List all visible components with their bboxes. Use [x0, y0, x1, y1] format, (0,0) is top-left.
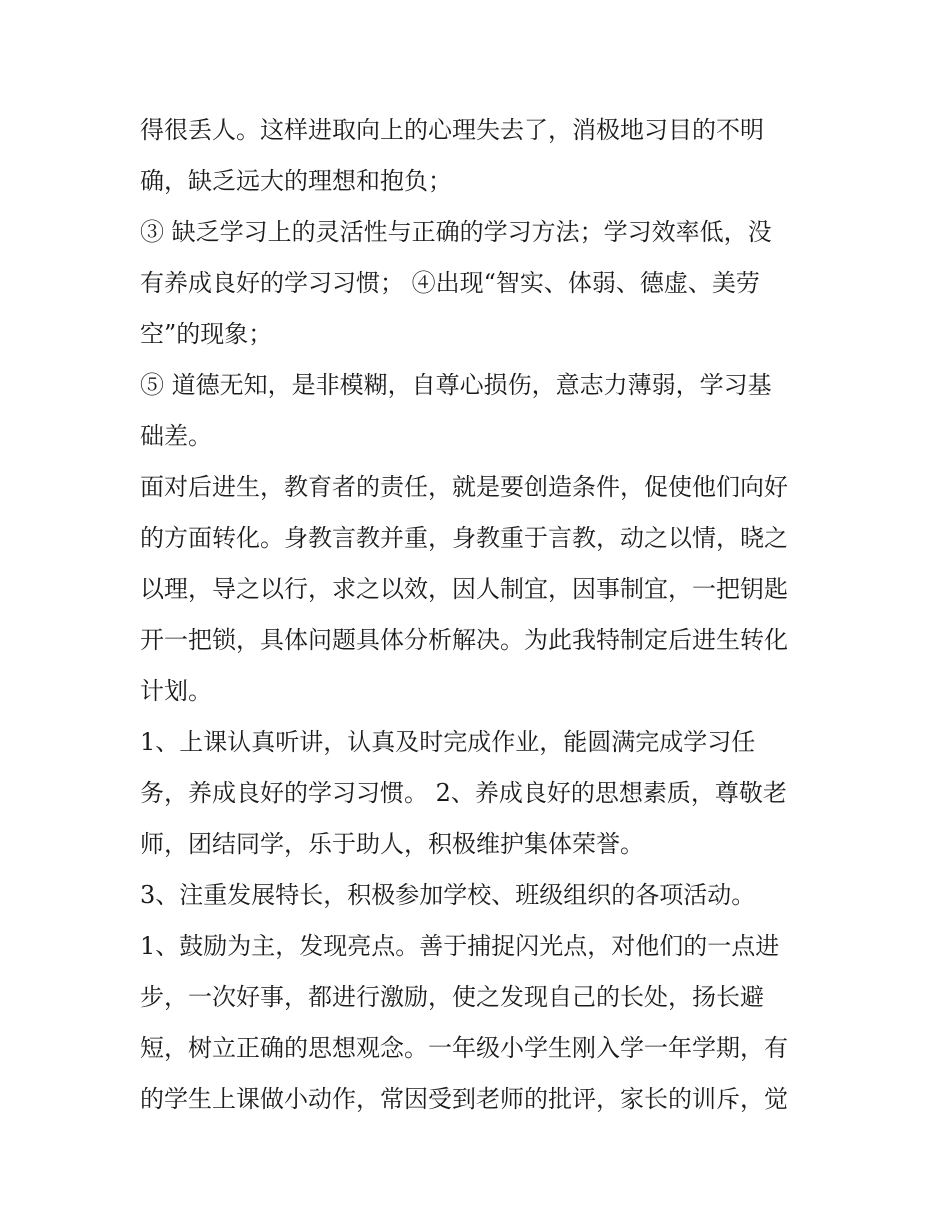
text-line: 的方面转化。身教言教并重，身教重于言教，动之以情，晓之	[140, 524, 788, 552]
text-line: 3、注重发展特长，积极参加学校、班级组织的各项活动。	[140, 881, 756, 909]
text-line: 有养成良好的学习习惯； ④出现“智实、体弱、德虚、美劳	[140, 269, 760, 297]
text-line: 步，一次好事，都进行激励，使之发现自己的长处，扬长避	[140, 983, 764, 1011]
text-line: 空”的现象；	[140, 320, 273, 348]
text-line: 计划。	[140, 677, 212, 705]
text-line: 务，养成良好的学习习惯。 2、养成良好的思想素质，尊敬老	[140, 779, 787, 807]
text-line: 1、上课认真听讲，认真及时完成作业，能圆满完成学习任	[140, 728, 756, 756]
text-line: 师，团结同学，乐于助人，积极维护集体荣誉。	[140, 830, 644, 858]
text-line: 以理，导之以行，求之以效，因人制宜，因事制宜，一把钥匙	[140, 575, 788, 603]
text-line: ⑤ 道德无知，是非模糊，自尊心损伤，意志力薄弱，学习基	[140, 371, 772, 399]
text-line: 开一把锁，具体问题具体分析解决。为此我特制定后进生转化	[140, 626, 788, 654]
text-line: 1、鼓励为主，发现亮点。善于捕捉闪光点，对他们的一点进	[140, 932, 780, 960]
text-line: 的学生上课做小动作，常因受到老师的批评，家长的训斥，觉	[140, 1085, 788, 1113]
text-line: 础差。	[140, 422, 212, 450]
text-line: ③ 缺乏学习上的灵活性与正确的学习方法；学习效率低，没	[140, 218, 772, 246]
document-body	[140, 105, 840, 1125]
text-line: 确，缺乏远大的理想和抱负；	[140, 167, 452, 195]
text-line: 短，树立正确的思想观念。一年级小学生刚入学一年学期，有	[140, 1034, 788, 1062]
text-line: 面对后进生，教育者的责任，就是要创造条件，促使他们向好	[140, 473, 788, 501]
text-line: 得很丢人。这样进取向上的心理失去了，消极地习目的不明	[140, 116, 764, 144]
